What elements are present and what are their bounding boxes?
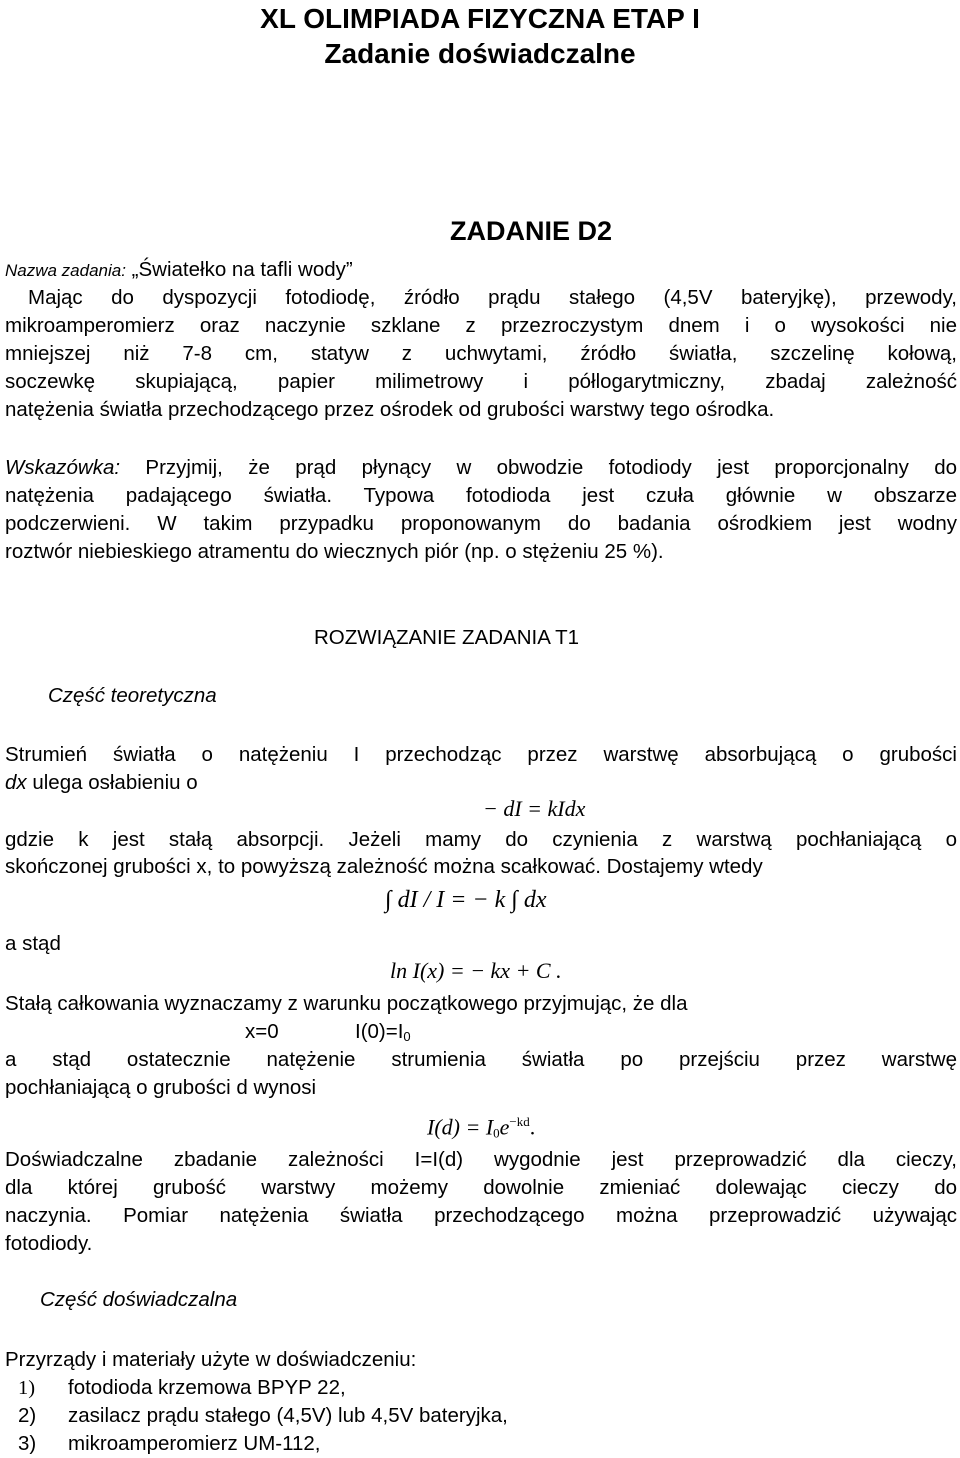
para5-line-4: fotodiody. [5,1232,93,1255]
page-title: XL OLIMPIADA FIZYCZNA ETAP I [260,3,700,34]
equation-2-text: ∫ dI / I = − k ∫ dx [385,887,547,913]
equation-1 [483,797,683,821]
hint-line-2: natężenia padającego światła. Typowa fotodioda jest czuła głównie w obszarze [5,484,957,507]
experimental-heading: Część doświadczalna [40,1288,238,1311]
equation-4-left: I(d) = I [427,1114,494,1140]
condition-i-subscript: 0 [403,1029,411,1044]
theory-heading: Część teoretyczna [48,684,217,707]
dx-symbol: dx [5,771,27,794]
equation-2 [385,888,635,912]
task-name-line [5,258,957,283]
para4-line-1: a stąd ostatecznie natężenie strumienia światła po przejściu przez warstwę [5,1048,957,1071]
equation-1-text: − dI = kIdx [483,796,586,821]
equation-4-dot: . [529,1114,536,1140]
list-item-text: zasilacz prądu stałego (4,5V) lub 4,5V bateryjka, [68,1404,508,1427]
task-body-line-2: mikroamperomierz oraz naczynie szklane z przezroczystym dnem i o wysokości nie [5,314,957,337]
list-item-text: mikroamperomierz UM-112, [68,1432,321,1455]
equation-3-text: ln I(x) = − kx + C . [390,958,562,983]
condition-i-text: I(0)=I [355,1020,404,1043]
para5-line-3: naczynia. Pomiar natężenia światła przechodzącego można przeprowadzić używając [5,1204,957,1227]
task-body-line-3: mniejszej niż 7-8 cm, statyw z uchwytami, źródło światła, szczelinę kołową, [5,342,957,365]
materials-heading: Przyrządy i materiały użyte w doświadczeniu: [5,1348,417,1371]
task-heading: ZADANIE D2 [450,216,613,246]
a-stad-label: a stąd [5,932,61,955]
equation-4-e: e [499,1114,510,1140]
condition-i [355,1020,505,1049]
hint-text-1: Przyjmij, że prąd płynący w obwodzie fotodiody jest proporcjonalny do [120,456,957,479]
para4-line-2: pochłaniającą o grubości d wynosi [5,1076,317,1099]
para2-line-2: skończonej grubości x, to powyższą zależność można scałkować. Dostajemy wtedy [5,855,763,878]
hint-line-1 [5,456,957,480]
equation-4 [427,1110,627,1145]
list-item [18,1404,960,1428]
equation-4-exponent: −kd [509,1114,530,1129]
list-item-number: 1) [18,1377,36,1399]
hint-label: Wskazówka: [5,456,121,479]
para2-line-1: gdzie k jest stałą absorpcji. Jeżeli mamy do czynienia z warstwą pochłaniającą o [5,828,957,851]
task-body-line-4: soczewkę skupiającą, papier milimetrowy i półlogarytmiczny, zbadaj zależność [5,370,957,393]
list-item-number: 3) [18,1432,37,1455]
para1-line-2 [5,771,957,795]
para1-line-2-text: ulega osłabieniu o [26,771,198,794]
para5-line-2: dla której grubość warstwy możemy dowolnie zmieniać dolewając cieczy do [5,1176,957,1199]
list-item-text: fotodioda krzemowa BPYP 22, [68,1376,346,1399]
para5-line-1: Doświadczalne zbadanie zależności I=I(d) wygodnie jest przeprowadzić dla cieczy, [5,1148,957,1171]
list-item [18,1376,960,1400]
task-body-line-5: natężenia światła przechodzącego przez ośrodek od grubości warstwy tego ośrodka. [5,398,775,421]
page-subtitle: Zadanie doświadczalne [324,38,636,69]
para1-line-1: Strumień światła o natężeniu I przechodząc przez warstwę absorbującą o grubości [5,743,957,766]
hint-line-3: podczerwieni. W takim przypadku proponowanym do badania ośrodkiem jest wodny [5,512,957,535]
task-body-line-1: Mając do dyspozycji fotodiodę, źródło prądu stałego (4,5V bateryjkę), przewody, [28,286,957,309]
equation-4-subscript: 0 [493,1125,500,1141]
hint-line-4: roztwór niebieskiego atramentu do wiecznych piór (np. o stężeniu 25 %). [5,540,664,563]
list-item [18,1432,960,1456]
condition-x: x=0 [245,1020,279,1043]
solution-heading: ROZWIĄZANIE ZADANIA T1 [314,626,580,649]
para3: Stałą całkowania wyznaczamy z warunku początkowego przyjmując, że dla [5,992,688,1015]
task-name-value: „Światełko na tafli wody” [131,258,353,281]
equation-3 [390,959,640,983]
list-item-number: 2) [18,1404,37,1427]
task-name-label: Nazwa zadania: [5,261,126,280]
